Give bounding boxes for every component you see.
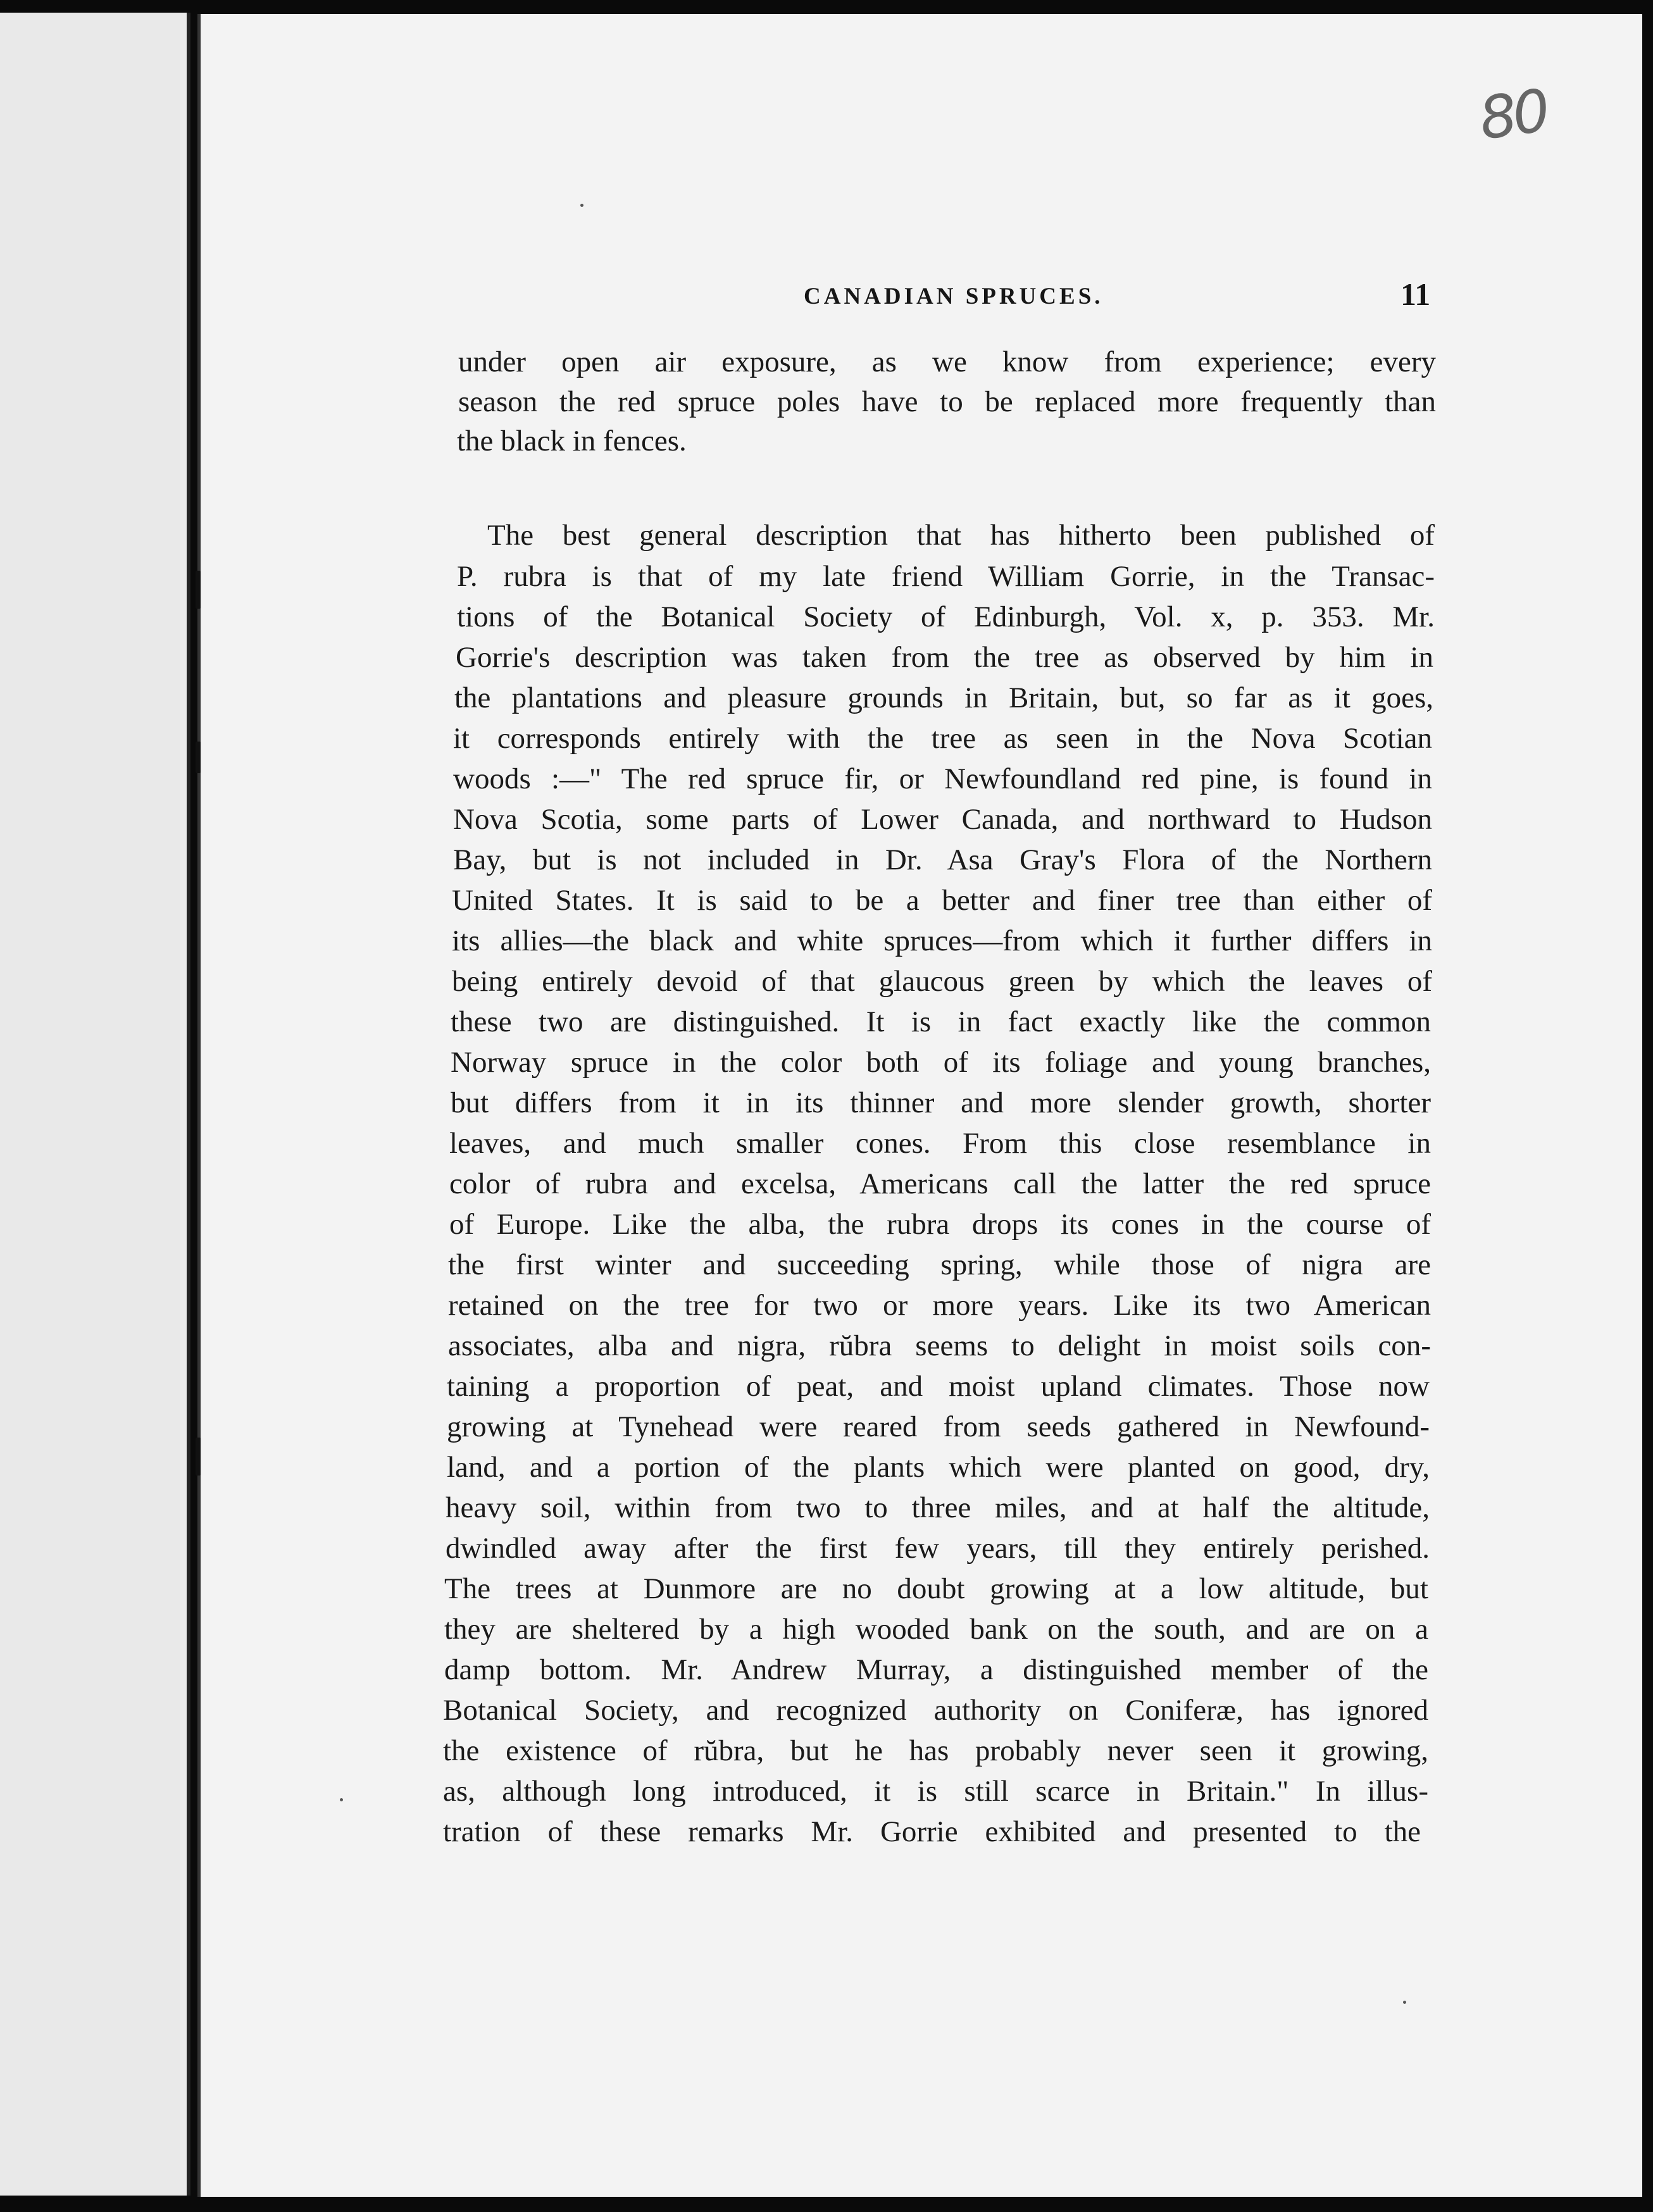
text-line: United States. It is said to be a better and finer tree than either of <box>452 884 1432 917</box>
speck <box>580 204 583 207</box>
text-line: land, and a portion of the plants which were planted on good, dry, <box>447 1451 1430 1484</box>
text-line: the plantations and pleasure grounds in Britain, but, so far as it goes, <box>454 681 1433 714</box>
text-line: Botanical Society, and recognized authority on Coniferæ, has ignored <box>443 1694 1428 1727</box>
facing-page <box>0 13 190 2196</box>
speck <box>1403 2001 1406 2004</box>
text-line: of Europe. Like the alba, the rubra drops its cones in the course of <box>449 1208 1431 1241</box>
text-line: retained on the tree for two or more years. Like its two American <box>448 1289 1431 1322</box>
text-line: being entirely devoid of that glaucous green by which the leaves of <box>452 965 1432 998</box>
text-line: these two are distinguished. It is in fact exactly like the common <box>451 1005 1431 1038</box>
text-line: the first winter and succeeding spring, while those of nigra are <box>448 1248 1431 1281</box>
text-line: but differs from it in its thinner and more slender growth, shorter <box>451 1086 1431 1119</box>
text-line: tions of the Botanical Society of Edinburgh, Vol. x, p. 353. Mr. <box>457 600 1435 633</box>
text-line: heavy soil, within from two to three miles, and at half the altitude, <box>446 1491 1430 1524</box>
text-line: Norway spruce in the color both of its foliage and young branches, <box>451 1046 1431 1079</box>
text-line: taining a proportion of peat, and moist upland climates. Those now <box>447 1370 1430 1403</box>
text-line: the black in fences. <box>457 425 687 457</box>
spine-mark <box>196 571 201 609</box>
text-line: associates, alba and nigra, rŭbra seems to delight in moist soils con- <box>448 1329 1431 1362</box>
text-line: dwindled away after the first few years, till they entirely perished. <box>446 1532 1430 1565</box>
text-line: it corresponds entirely with the tree as seen in the Nova Scotian <box>453 722 1432 755</box>
text-line: color of rubra and excelsa, Americans call the latter the red spruce <box>449 1167 1431 1200</box>
text-line: under open air exposure, as we know from experience; every <box>458 345 1436 378</box>
handwritten-page-annotation: 80 <box>1475 77 1551 153</box>
text-line: as, although long introduced, it is still scarce in Britain." In illus- <box>443 1775 1428 1808</box>
speck <box>340 1798 343 1801</box>
text-line: growing at Tynehead were reared from seeds gathered in Newfound- <box>447 1410 1430 1443</box>
running-head: CANADIAN SPRUCES. <box>804 283 1104 309</box>
text-line: its allies—the black and white spruces—from which it further differs in <box>452 924 1432 957</box>
text-line: they are sheltered by a high wooded bank on the south, and are on a <box>444 1613 1428 1646</box>
text-line: the existence of rŭbra, but he has probably never seen it growing, <box>443 1734 1428 1767</box>
text-line: Bay, but is not included in Dr. Asa Gray's Flora of the Northern <box>453 843 1432 876</box>
text-line: P. rubra is that of my late friend William Gorrie, in the Transac- <box>457 560 1435 593</box>
text-line: tration of these remarks Mr. Gorrie exhibited and presented to the <box>443 1815 1421 1848</box>
text-line: Nova Scotia, some parts of Lower Canada, and northward to Hudson <box>453 803 1432 836</box>
spine-mark <box>196 1438 201 1476</box>
spine-mark <box>196 742 201 773</box>
text-line: The trees at Dunmore are no doubt growing at a low altitude, but <box>444 1572 1428 1605</box>
text-line: woods :—" The red spruce fir, or Newfoundland red pine, is found in <box>453 762 1432 795</box>
text-line: season the red spruce poles have to be replaced more frequently than <box>458 385 1436 418</box>
text-line: leaves, and much smaller cones. From this close resemblance in <box>449 1127 1431 1160</box>
text-line: damp bottom. Mr. Andrew Murray, a distinguished member of the <box>444 1653 1428 1686</box>
page-number: 11 <box>1400 276 1431 312</box>
text-line: Gorrie's description was taken from the tree as observed by him in <box>456 641 1433 674</box>
text-line: The best general description that has hitherto been published of <box>487 519 1435 552</box>
